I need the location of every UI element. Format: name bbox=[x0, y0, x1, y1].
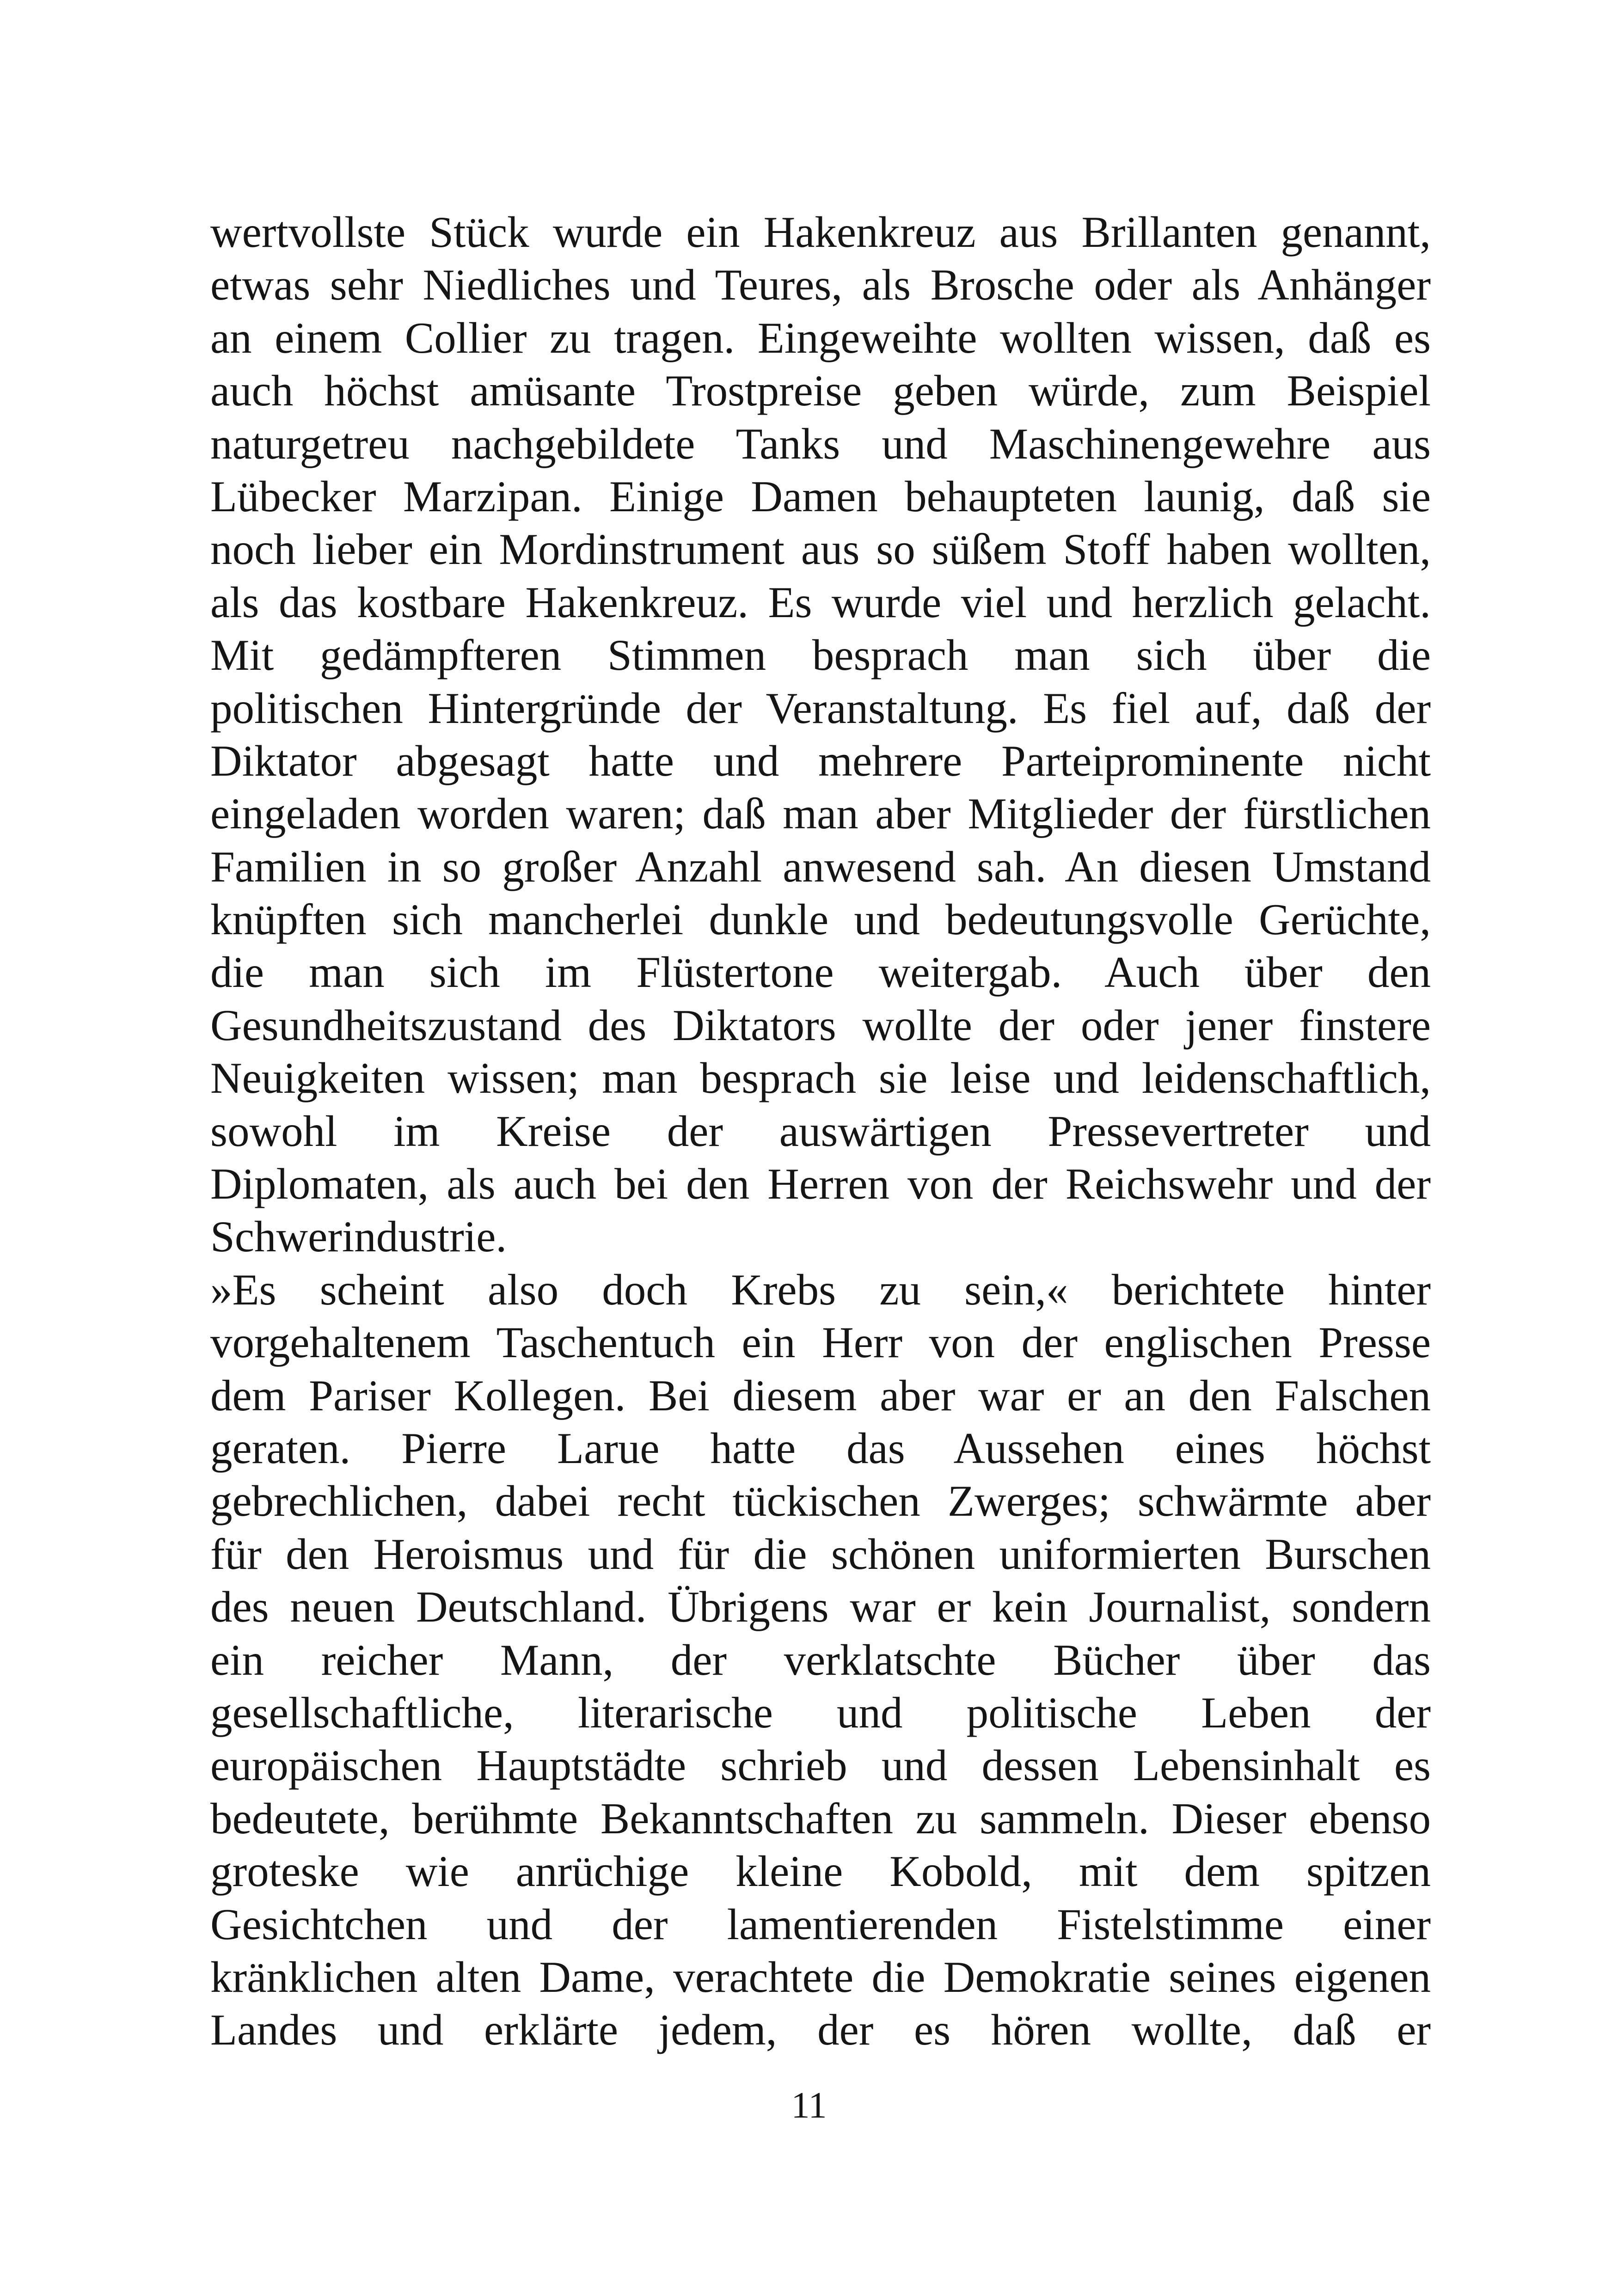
text-line-23: dem Pariser Kollegen. Bei diesem aber war er an den Falschen bbox=[210, 1371, 1431, 1420]
text-line-19: Diplomaten, als auch bei den Herren von der Reichswehr und der bbox=[210, 1159, 1431, 1209]
text-line-16: Gesundheitszustand des Diktators wollte der oder jener finstere bbox=[210, 1000, 1431, 1050]
text-line-13: Familien in so großer Anzahl anwesend sah. An diesen Umstand bbox=[210, 842, 1431, 891]
text-line-22: vorgehaltenem Taschentuch ein Herr von der englischen Presse bbox=[210, 1318, 1431, 1367]
text-line-20: Schwerindustrie. bbox=[210, 1212, 507, 1261]
page-number: 11 bbox=[791, 2085, 827, 2126]
text-line-6: Lübecker Marzipan. Einige Damen behaupteten launig, daß sie bbox=[210, 471, 1431, 521]
text-line-7: noch lieber ein Mordinstrument aus so süßem Stoff haben wollten, bbox=[210, 525, 1431, 574]
text-line-24: geraten. Pierre Larue hatte das Aussehen eines höchst bbox=[210, 1423, 1431, 1473]
paragraph-1 bbox=[210, 206, 1431, 1263]
text-line-31: bedeutete, berühmte Bekanntschaften zu sammeln. Dieser ebenso bbox=[210, 1794, 1431, 1843]
text-line-10: politischen Hintergründe der Veranstaltung. Es fiel auf, daß der bbox=[210, 683, 1431, 733]
text-line-12: eingeladen worden waren; daß man aber Mitglieder der fürstlichen bbox=[210, 789, 1431, 839]
text-line-3: an einem Collier zu tragen. Eingeweihte wollten wissen, daß es bbox=[210, 313, 1431, 362]
text-line-2: etwas sehr Niedliches und Teures, als Brosche oder als Anhänger bbox=[210, 260, 1431, 310]
body-text bbox=[210, 206, 1431, 2057]
text-line-17: Neuigkeiten wissen; man besprach sie leise und leidenschaftlich, bbox=[210, 1053, 1431, 1103]
text-line-28: ein reicher Mann, der verklatschte Bücher über das bbox=[210, 1635, 1431, 1684]
text-line-5: naturgetreu nachgebildete Tanks und Maschinengewehre aus bbox=[210, 419, 1431, 468]
text-line-11: Diktator abgesagt hatte und mehrere Parteiprominente nicht bbox=[210, 736, 1431, 785]
text-line-9: Mit gedämpfteren Stimmen besprach man sich über die bbox=[210, 631, 1431, 680]
text-line-34: kränklichen alten Dame, verachtete die Demokratie seines eigenen bbox=[210, 1952, 1431, 2002]
text-line-32: groteske wie anrüchige kleine Kobold, mit dem spitzen bbox=[210, 1847, 1431, 1896]
text-line-18: sowohl im Kreise der auswärtigen Pressevertreter und bbox=[210, 1106, 1431, 1156]
text-line-15: die man sich im Flüstertone weitergab. Auch über den bbox=[210, 948, 1431, 997]
text-line-25: gebrechlichen, dabei recht tückischen Zwerges; schwärmte aber bbox=[210, 1476, 1431, 1526]
text-line-30: europäischen Hauptstädte schrieb und dessen Lebensinhalt es bbox=[210, 1741, 1431, 1790]
text-line-27: des neuen Deutschland. Übrigens war er kein Journalist, sondern bbox=[210, 1582, 1431, 1632]
text-line-33: Gesichtchen und der lamentierenden Fistelstimme einer bbox=[210, 1899, 1431, 1949]
text-line-8: als das kostbare Hakenkreuz. Es wurde viel und herzlich gelacht. bbox=[210, 577, 1431, 627]
text-line-14: knüpften sich mancherlei dunkle und bedeutungsvolle Gerüchte, bbox=[210, 895, 1431, 944]
text-line-35: Landes und erklärte jedem, der es hören wollte, daß er bbox=[210, 2005, 1431, 2055]
text-line-29: gesellschaftliche, literarische und politische Leben der bbox=[210, 1688, 1431, 1737]
text-line-4: auch höchst amüsante Trostpreise geben würde, zum Beispiel bbox=[210, 366, 1431, 416]
paragraph-2 bbox=[210, 1263, 1431, 2057]
text-line-21: »Es scheint also doch Krebs zu sein,« berichtete hinter bbox=[210, 1265, 1431, 1314]
text-line-1: wertvollste Stück wurde ein Hakenkreuz aus Brillanten genannt, bbox=[210, 208, 1431, 257]
text-line-26: für den Heroismus und für die schönen uniformierten Burschen bbox=[210, 1529, 1431, 1579]
